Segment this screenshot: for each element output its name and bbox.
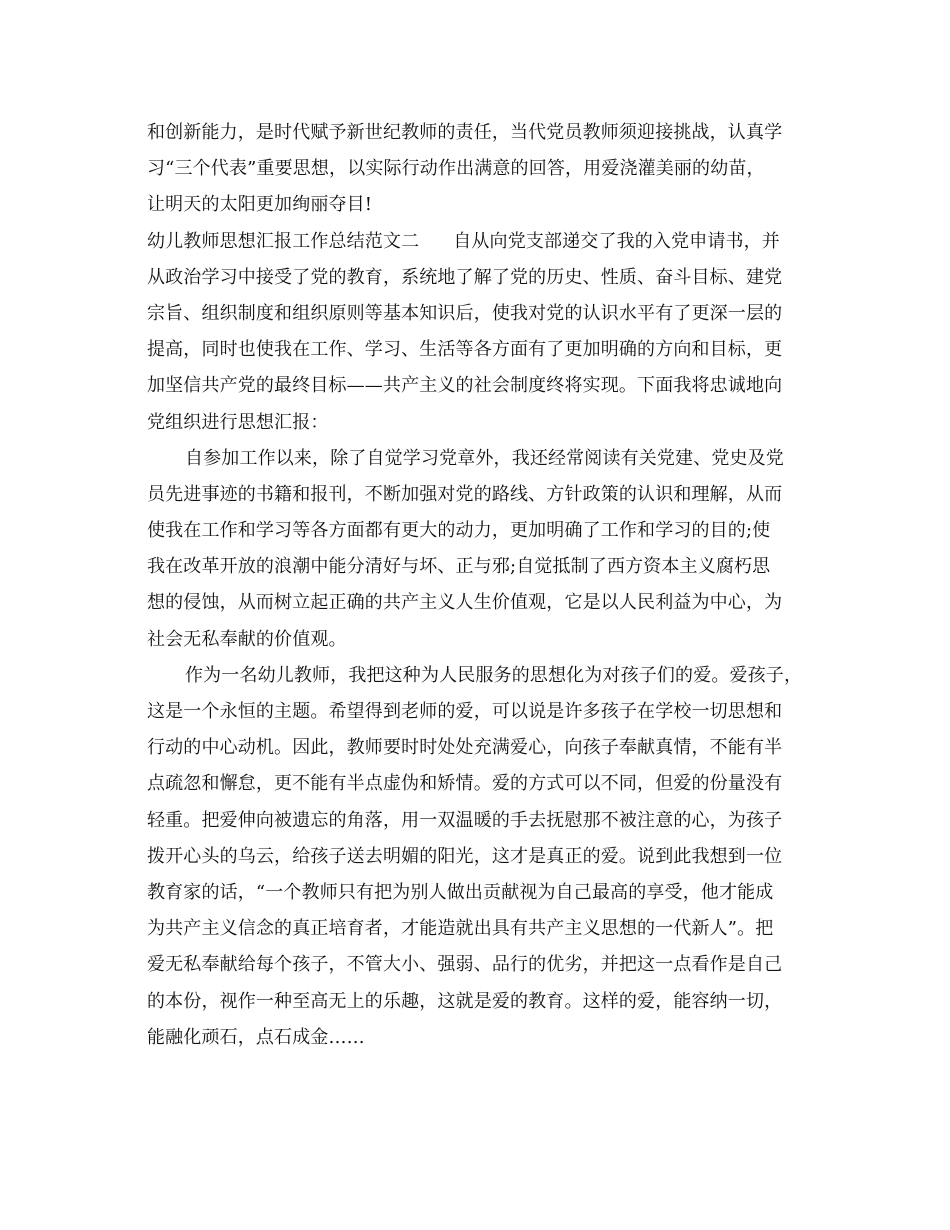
text-line: 的本份，视作一种至高无上的乐趣，这就是爱的教育。这样的爱，能容纳一切， — [147, 990, 783, 1012]
paragraph-first-line: 作为一名幼儿教师，我把这种为人民服务的思想化为对孩子们的爱。爱孩子， — [185, 664, 803, 686]
section-heading: 幼儿教师思想汇报工作总结范文二 — [147, 230, 420, 252]
text-line: 加坚信共产党的最终目标——共产主义的社会制度终将实现。下面我将忠诚地向 — [147, 375, 783, 397]
text-line: 社会无私奉献的价值观。 — [147, 628, 347, 650]
text-line: 员先进事迹的书籍和报刊，不断加强对党的路线、方针政策的认识和理解，从而 — [147, 483, 783, 505]
text-line: 让明天的太阳更加绚丽夺目! — [147, 194, 373, 216]
text-line: 行动的中心动机。因此，教师要时时处处充满爱心，向孩子奉献真情，不能有半 — [147, 737, 783, 759]
text-line-continuation: 自从向党支部递交了我的入党申请书，并 — [453, 230, 780, 252]
text-line: 提高，同时也使我在工作、学习、生活等各方面有了更加明确的方向和目标，更 — [147, 339, 783, 361]
text-line: 这是一个永恒的主题。希望得到老师的爱，可以说是许多孩子在学校一切思想和 — [147, 701, 783, 722]
document-body — [147, 115, 817, 1056]
text-line: 我在改革开放的浪潮中能分清好与坏、正与邪;自觉抵制了西方资本主义腐朽思 — [147, 556, 771, 578]
text-line: 轻重。把爱伸向被遗忘的角落，用一双温暖的手去抚慰那不被注意的心，为孩子 — [147, 809, 783, 831]
text-line: 能融化顽石，点石成金…… — [147, 1026, 365, 1048]
text-line: 和创新能力，是时代赋予新世纪教师的责任，当代党员教师须迎接挑战，认真学 — [147, 122, 783, 143]
paragraph-first-line: 自参加工作以来，除了自觉学习党章外，我还经常阅读有关党建、党史及党 — [185, 447, 784, 469]
text-line: 习“三个代表”重要思想，以实际行动作出满意的回答，用爱浇灌美丽的幼苗， — [147, 158, 765, 180]
text-line: 使我在工作和学习等各方面都有更大的动力，更加明确了工作和学习的目的;使 — [147, 520, 771, 542]
text-line: 宗旨、组织制度和组织原则等基本知识后，使我对党的认识水平有了更深一层的 — [147, 302, 783, 324]
text-line: 从政治学习中接受了党的教育，系统地了解了党的历史、性质、奋斗目标、建党 — [147, 266, 783, 288]
text-line: 为共产主义信念的真正培育者，才能造就出具有共产主义思想的一代新人”。把 — [147, 918, 774, 940]
text-line: 爱无私奉献给每个孩子，不管大小、强弱、品行的优劣，并把这一点看作是自己 — [147, 954, 783, 976]
text-line: 教育家的话，“一个教师只有把为别人做出贡献视为自己最高的享受，他才能成 — [147, 881, 774, 903]
text-line: 拨开心头的乌云，给孩子送去明媚的阳光，这才是真正的爱。说到此我想到一位 — [147, 845, 783, 867]
text-line: 想的侵蚀，从而树立起正确的共产主义人生价值观，它是以人民利益为中心，为 — [147, 592, 783, 614]
section-heading-line — [147, 224, 817, 260]
text-line: 党组织进行思想汇报： — [147, 411, 329, 433]
text-line: 点疏忽和懈怠，更不能有半点虚伪和矫情。爱的方式可以不同，但爱的份量没有 — [147, 773, 783, 795]
